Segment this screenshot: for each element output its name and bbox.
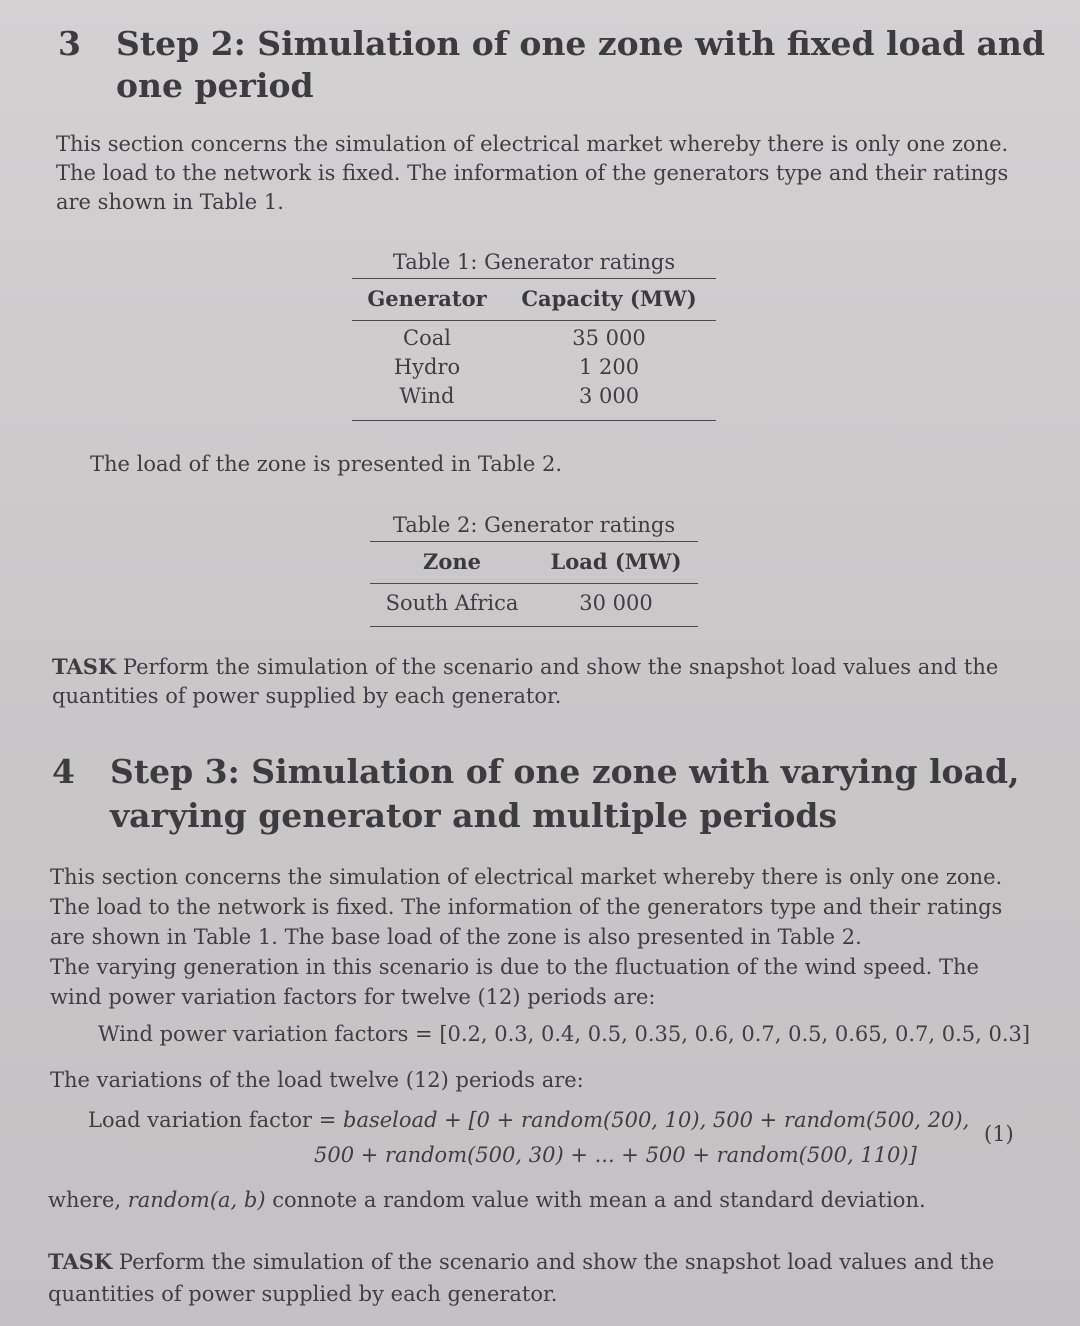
table-header-cell: Capacity (MW) — [521, 286, 697, 311]
equation-rhs: baseload + [0 + random(500, 10), 500 + random(500, 20), — [343, 1108, 970, 1132]
intro-line: This section concerns the simulation of electrical market whereby there is only one zone. — [56, 132, 1009, 156]
table-cell: Wind — [399, 384, 455, 408]
table-2 — [370, 541, 698, 629]
load-equation-line1 — [88, 1108, 969, 1132]
task-label: TASK — [48, 1249, 113, 1274]
table-cell: 30 000 — [579, 591, 653, 615]
table-bottom-rule — [352, 420, 716, 421]
load-text: The load of the zone is presented in Table 2. — [90, 452, 563, 476]
table-header-cell: Generator — [367, 286, 487, 311]
load-equation-line2: 500 + random(500, 30) + ... + 500 + random(500, 110)] — [314, 1143, 917, 1167]
equation-lhs: Load variation factor = — [88, 1108, 344, 1132]
table-1-caption: Table 1: Generator ratings — [392, 250, 676, 274]
section-number: 4 — [52, 752, 75, 791]
table-cell: 3 000 — [578, 384, 640, 408]
section-title-line1: Step 3: Simulation of one zone with varying load, — [110, 752, 1020, 791]
section-4-task — [48, 1246, 1028, 1310]
section-3-task — [52, 652, 1022, 711]
table-header-cell: Load (MW) — [550, 549, 682, 574]
table-top-rule — [370, 541, 698, 542]
where-clause — [48, 1186, 926, 1215]
table-top-rule — [352, 278, 716, 279]
table-header-cell: Zone — [423, 549, 481, 574]
equation-number: (1) — [984, 1122, 1014, 1146]
section-3-heading — [0, 0, 1080, 110]
table-cell: Hydro — [393, 355, 461, 379]
intro-line: are shown in Table 1. The base load of the zone is also presented in Table 2. — [50, 925, 862, 949]
section-3-intro — [56, 130, 1016, 217]
intro-line: The varying generation in this scenario is due to the fluctuation of the wind speed. The — [50, 955, 979, 979]
table-2-caption: Table 2: Generator ratings — [392, 513, 676, 537]
intro-line: The load to the network is fixed. The information of the generators type and their ratings — [50, 895, 1003, 919]
task-line: quantities of power supplied by each generator. — [52, 684, 562, 708]
task-label: TASK — [52, 654, 117, 679]
section-title-line1: Step 2: Simulation of one zone with fixed load and — [116, 24, 1045, 63]
where-suffix: connote a random value with mean a and standard deviation. — [265, 1188, 926, 1212]
table-cell: Coal — [403, 326, 451, 350]
section-title-line2: one period — [116, 66, 314, 105]
table-mid-rule — [352, 320, 716, 321]
intro-line: wind power variation factors for twelve (12) periods are: — [50, 985, 656, 1009]
wind-equation: Wind power variation factors = [0.2, 0.3, 0.4, 0.5, 0.35, 0.6, 0.7, 0.5, 0.65, 0.7, 0.5, 0.3] — [98, 1022, 1031, 1046]
task-line — [52, 652, 1022, 682]
task-line: quantities of power supplied by each generator. — [48, 1282, 558, 1306]
table-bottom-rule — [370, 626, 698, 627]
section-title-line2: varying generator and multiple periods — [110, 796, 838, 835]
intro-line: are shown in Table 1. — [56, 190, 284, 214]
table-cell: 35 000 — [572, 326, 646, 350]
load-variation-intro: The variations of the load twelve (12) periods are: — [50, 1068, 584, 1092]
task-line — [48, 1246, 1028, 1278]
where-math: random(a, b) — [127, 1188, 266, 1212]
where-prefix: where, — [48, 1188, 128, 1212]
section-4-heading — [0, 748, 1080, 848]
table-cell: South Africa — [385, 591, 519, 615]
section-number: 3 — [58, 24, 81, 63]
table-mid-rule — [370, 583, 698, 584]
intro-line: The load to the network is fixed. The information of the generators type and their ratings — [56, 161, 1009, 185]
intro-line: This section concerns the simulation of electrical market whereby there is only one zone. — [50, 865, 1003, 889]
table-1 — [352, 278, 716, 423]
section-4-intro — [50, 862, 1020, 1012]
task-text: Perform the simulation of the scenario and show the snapshot load values and the — [118, 1250, 995, 1274]
task-text: Perform the simulation of the scenario and show the snapshot load values and the — [122, 655, 999, 679]
table-cell: 1 200 — [578, 355, 640, 379]
